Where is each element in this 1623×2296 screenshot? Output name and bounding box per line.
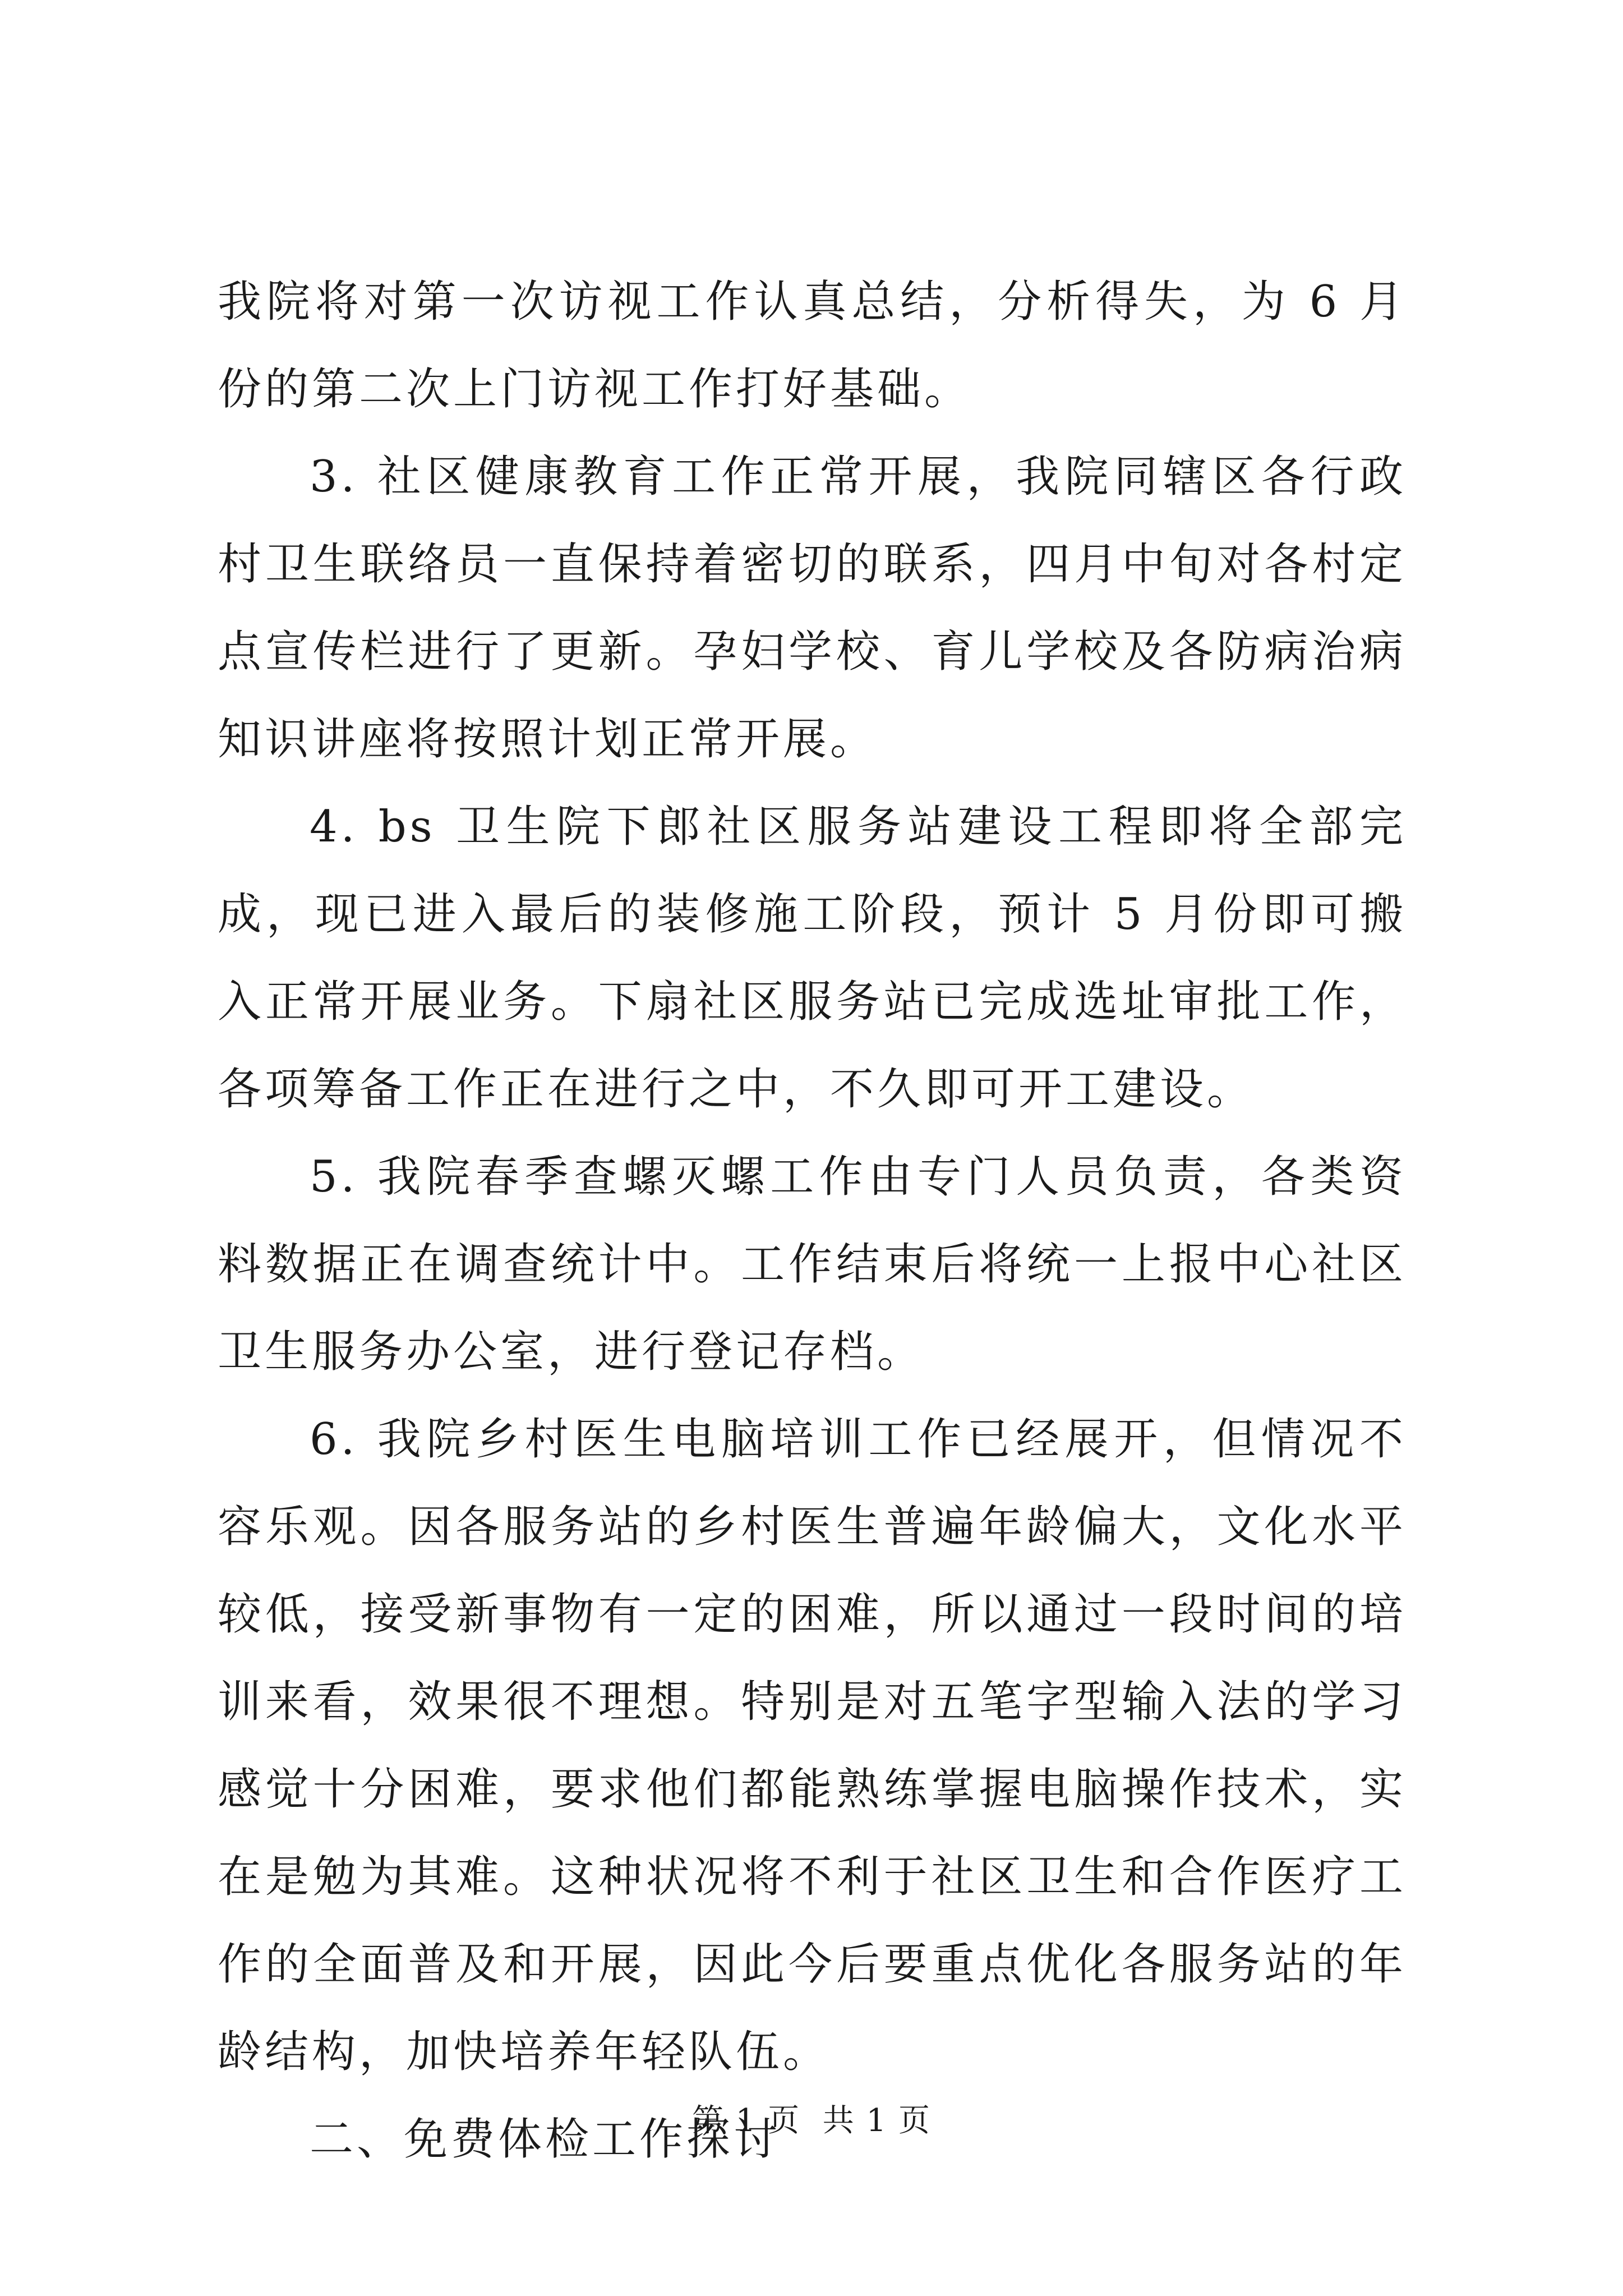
paragraph-item-6: 6. 我院乡村医生电脑培训工作已经展开，但情况不容乐观。因各服务站的乡村医生普遍年龄偏大，文化水平较低，接受新事物有一定的困难，所以通过一段时间的培训来看，效果很不理想。特别是对五笔字型输入法的学习感觉十分困难，要求他们都能熟练掌握电脑操作技术，实在是勉为其难。这种状况将不利于社区卫生和合作医疗工作的全面普及和开展，因此今后要重点优化各服务站的年龄结构，加快培养年轻队伍。: [218, 1414, 1407, 2077]
document-body: [218, 258, 1407, 2183]
paragraph-continuation: 我院将对第一次访视工作认真总结，分析得失，为 6 月份的第二次上门访视工作打好基础。: [218, 277, 1407, 415]
paragraph-item-3: 3. 社区健康教育工作正常开展，我院同辖区各行政村卫生联络员一直保持着密切的联系，四月中旬对各村定点宣传栏进行了更新。孕妇学校、育儿学校及各防病治病知识讲座将按照计划正常开展。: [218, 452, 1407, 765]
paragraph-item-5: 5. 我院春季查螺灭螺工作由专门人员负责，各类资料数据正在调查统计中。工作结束后将统一上报中心社区卫生服务办公室，进行登记存档。: [218, 1152, 1407, 1377]
page-number-label: 第 1 页 共 1 页: [691, 2102, 932, 2139]
section-heading-2: 二、免费体检工作探讨: [310, 2114, 781, 2165]
page-footer: [0, 2096, 1623, 2141]
paragraph-item-4: 4. bs 卫生院下郎社区服务站建设工程即将全部完成，现已进入最后的装修施工阶段，预计 5 月份即可搬入正常开展业务。下扇社区服务站已完成选址审批工作，各项筹备工作正在进行之中，不久即可开工建设。: [218, 802, 1407, 1115]
